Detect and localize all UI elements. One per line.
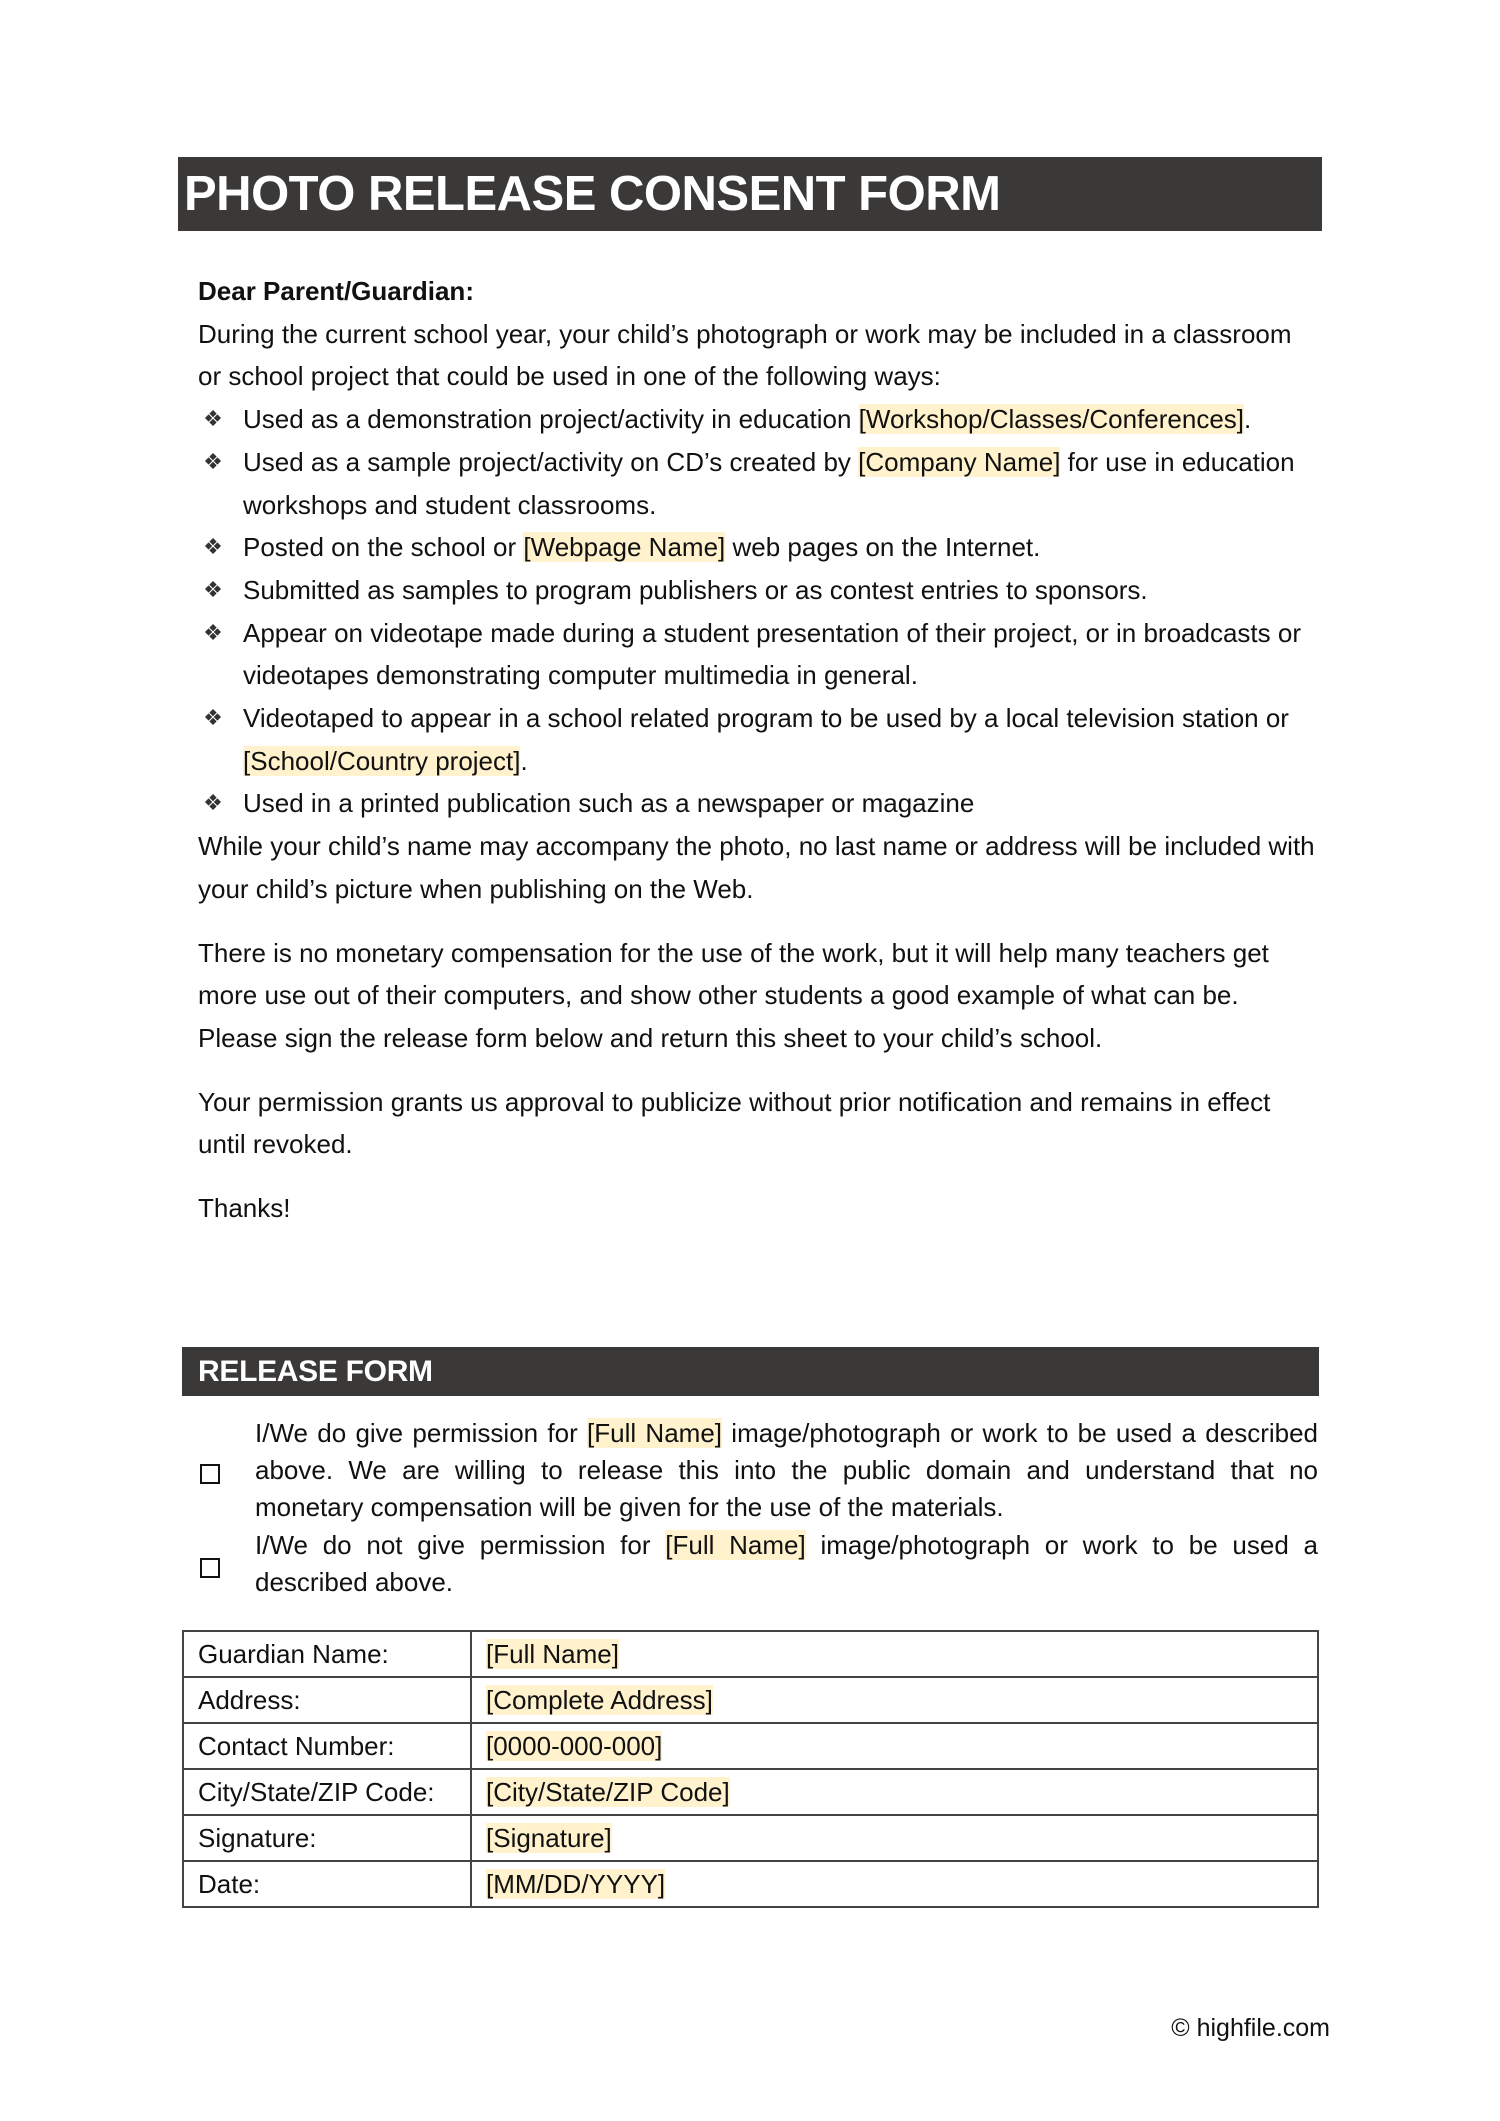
diamond-bullet-icon: ❖ (203, 406, 223, 432)
usage-list (198, 398, 1318, 825)
placeholder-field[interactable]: [Company Name] (858, 446, 1061, 477)
contact-number-field[interactable]: [0000-000-000] (486, 1731, 663, 1761)
field-label: Guardian Name: (183, 1631, 471, 1677)
table-row (183, 1631, 1318, 1677)
permission-paragraph: Your permission grants us approval to publicize without prior notification and remains in effect until revoked. (198, 1086, 1271, 1160)
consent-option-give: I/We do give permission for [Full Name] image/photograph or work to be used a described above. We are willing to release this into the public domain and understand that no monetary compensation will be given for the use of the materials. (198, 1415, 1318, 1527)
privacy-paragraph: While your child’s name may accompany the photo, no last name or address will be included with your child’s picture when publishing on the Web. (198, 831, 1315, 904)
signature-field[interactable]: [Signature] (486, 1823, 612, 1853)
intro-paragraph: During the current school year, your child’s photograph or work may be included in a classroom or school project that could be used in one of the following ways: (198, 318, 1292, 392)
field-value-cell[interactable] (471, 1861, 1318, 1907)
copyright-footer: © highfile.com (1171, 2014, 1330, 2042)
field-value-cell[interactable] (471, 1815, 1318, 1861)
date-field[interactable]: [MM/DD/YYYY] (486, 1869, 666, 1899)
table-row (183, 1677, 1318, 1723)
table-row (183, 1723, 1318, 1769)
guardian-details-table (182, 1630, 1319, 1908)
give-permission-checkbox[interactable] (200, 1464, 220, 1484)
consent-option-deny: I/We do not give permission for [Full Name] image/photograph or work to be used a described above. (198, 1527, 1318, 1601)
list-item: ❖ Used in a printed publication such as a newspaper or magazine (198, 782, 1318, 825)
greeting: Dear Parent/Guardian: (198, 276, 474, 306)
list-item: ❖ Videotaped to appear in a school related program to be used by a local television station or [School/Country project]. (198, 697, 1318, 782)
field-label: Address: (183, 1677, 471, 1723)
release-form-heading: RELEASE FORM (182, 1347, 1319, 1396)
diamond-bullet-icon: ❖ (203, 576, 223, 602)
list-item: ❖ Appear on videotape made during a student presentation of their project, or in broadcasts or videotapes demonstrating computer multimedia in general. (198, 612, 1318, 697)
diamond-bullet-icon: ❖ (203, 790, 223, 816)
field-value-cell[interactable] (471, 1723, 1318, 1769)
diamond-bullet-icon: ❖ (203, 448, 223, 474)
city-state-zip-field[interactable]: [City/State/ZIP Code] (486, 1777, 730, 1807)
diamond-bullet-icon: ❖ (203, 619, 223, 645)
placeholder-field[interactable]: [Webpage Name] (523, 532, 726, 563)
field-label: City/State/ZIP Code: (183, 1769, 471, 1815)
letter-body (198, 270, 1318, 1230)
field-value-cell[interactable] (471, 1631, 1318, 1677)
list-item: ❖ Submitted as samples to program publishers or as contest entries to sponsors. (198, 569, 1318, 612)
closing: Thanks! (198, 1193, 291, 1224)
list-item: ❖ Used as a sample project/activity on CD’s created by [Company Name] for use in education workshops and student classrooms. (198, 441, 1318, 526)
placeholder-field[interactable]: [Full Name] (587, 1418, 723, 1448)
table-row (183, 1769, 1318, 1815)
list-item: ❖ Used as a demonstration project/activity in education [Workshop/Classes/Conferences]. (198, 398, 1318, 441)
diamond-bullet-icon: ❖ (203, 705, 223, 731)
guardian-name-field[interactable]: [Full Name] (486, 1639, 619, 1669)
diamond-bullet-icon: ❖ (203, 534, 223, 560)
placeholder-field[interactable]: [School/Country project] (243, 745, 521, 776)
list-item: ❖ Posted on the school or [Webpage Name] web pages on the Internet. (198, 526, 1318, 569)
page-title: PHOTO RELEASE CONSENT FORM (178, 157, 1322, 231)
address-field[interactable]: [Complete Address] (486, 1685, 713, 1715)
deny-permission-checkbox[interactable] (200, 1558, 220, 1578)
field-value-cell[interactable] (471, 1769, 1318, 1815)
consent-options (198, 1415, 1318, 1601)
field-label: Date: (183, 1861, 471, 1907)
field-value-cell[interactable] (471, 1677, 1318, 1723)
table-row (183, 1861, 1318, 1907)
placeholder-field[interactable]: [Workshop/Classes/Conferences] (858, 404, 1245, 435)
field-label: Contact Number: (183, 1723, 471, 1769)
field-label: Signature: (183, 1815, 471, 1861)
compensation-paragraph: There is no monetary compensation for the use of the work, but it will help many teachers get more use out of their computers, and show other students a good example of what can be. Please sign the release form below and return this sheet to your child’s school. (198, 937, 1269, 1053)
table-row (183, 1815, 1318, 1861)
placeholder-field[interactable]: [Full Name] (665, 1529, 806, 1560)
